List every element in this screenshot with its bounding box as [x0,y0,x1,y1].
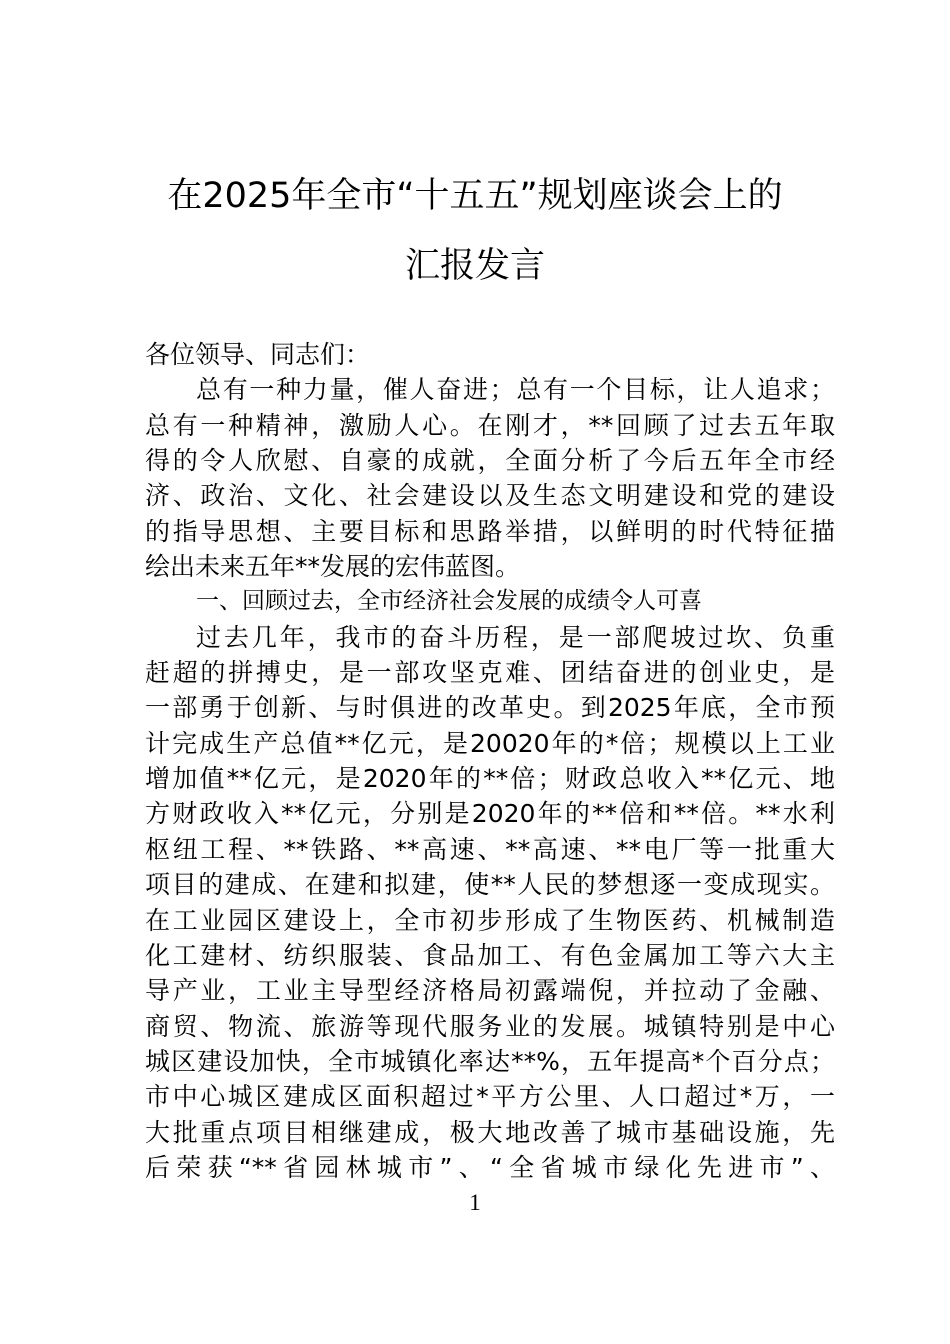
document-title-line-1: 在2025年全市“十五五”规划座谈会上的 [167,176,783,216]
section-body-line: 一部勇于创新、与时俱进的改革史。到2025年底，全市预 [145,693,835,723]
intro-line: 绘出未来五年**发展的宏伟蓝图。 [145,552,521,582]
section-heading: 一、回顾过去，全市经济社会发展的成绩令人可喜 [196,588,702,615]
section-body-line: 方财政收入**亿元，分别是2020年的**倍和**倍。**水利 [145,799,835,829]
page-number: 1 [469,1190,481,1215]
section-body-line: 过去几年，我市的奋斗历程，是一部爬坡过坎、负重 [196,622,835,652]
intro-line: 的指导思想、主要目标和思路举措，以鲜明的时代特征描 [145,516,835,546]
intro-line: 得的令人欣慰、自豪的成就，全面分析了今后五年全市经 [145,446,835,476]
section-body-line: 商贸、物流、旅游等现代服务业的发展。城镇特别是中心 [145,1011,835,1041]
section-body-line: 项目的建成、在建和拟建，使**人民的梦想逐一变成现实。 [145,870,835,900]
intro-line: 济、政治、文化、社会建设以及生态文明建设和党的建设 [145,481,835,511]
section-body-line: 在工业园区建设上，全市初步形成了生物医药、机械制造 [145,905,835,935]
section-body-line: 增加值**亿元，是2020年的**倍；财政总收入**亿元、地 [145,764,835,794]
section-body-line: 计完成生产总值**亿元，是20020年的*倍；规模以上工业 [145,728,835,758]
section-body-line: 大批重点项目相继建成，极大地改善了城市基础设施，先 [145,1117,835,1147]
section-body-line: 后荣获“**省园林城市”、“全省城市绿化先进市”、 [145,1152,835,1182]
intro-line: 总有一种精神，激励人心。在刚才，**回顾了过去五年取 [145,410,835,440]
document-title-line-2: 汇报发言 [404,246,545,286]
intro-line: 总有一种力量，催人奋进；总有一个目标，让人追求； [196,375,835,405]
salutation: 各位领导、同志们： [145,340,371,369]
section-body-line: 枢纽工程、**铁路、**高速、**高速、**电厂等一批重大 [145,834,835,864]
section-body-line: 赶超的拼搏史，是一部攻坚克难、团结奋进的创业史，是 [145,658,835,688]
document-body [145,337,835,1185]
section-body-line: 导产业，工业主导型经济格局初露端倪，并拉动了金融、 [145,976,835,1006]
section-body-line: 城区建设加快，全市城镇化率达**%，五年提高*个百分点； [145,1046,835,1076]
section-body-line: 市中心城区建成区面积超过*平方公里、人口超过*万，一 [145,1082,835,1112]
section-body-line: 化工建材、纺织服装、食品加工、有色金属加工等六大主 [145,940,835,970]
